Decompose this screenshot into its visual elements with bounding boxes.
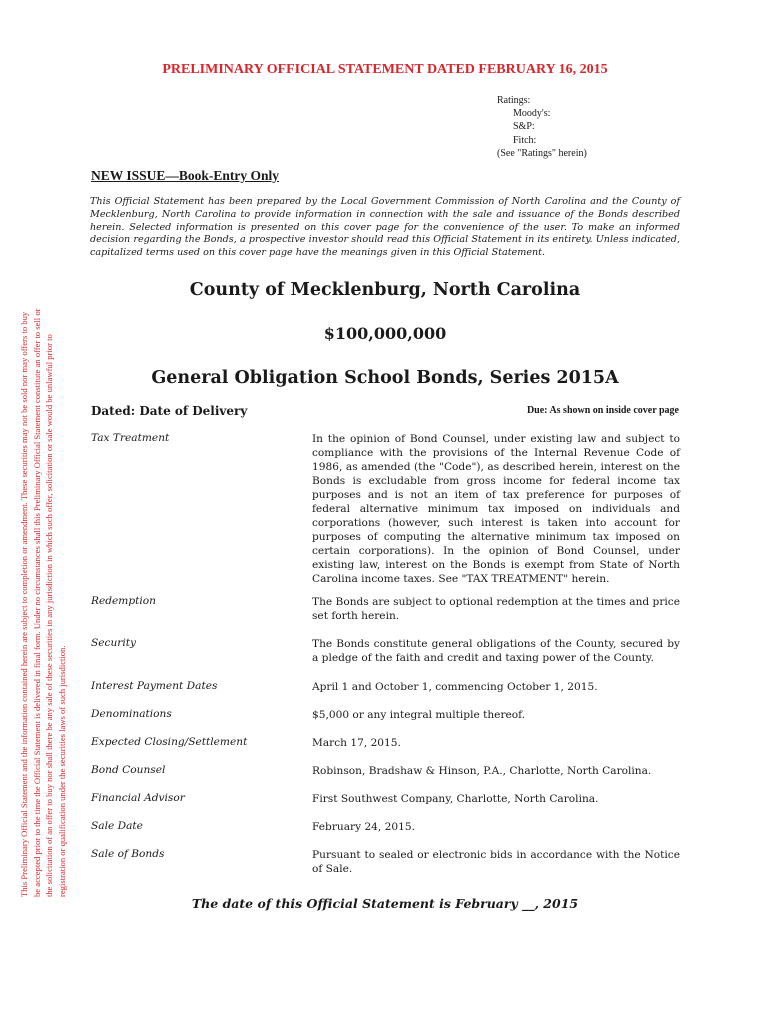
bond-amount: $100,000,000 [323, 324, 447, 343]
term-label: Denominations [91, 708, 172, 720]
term-row [91, 820, 681, 848]
term-row [91, 680, 681, 708]
term-row [91, 764, 681, 792]
term-label: Expected Closing/Settlement [91, 736, 248, 748]
term-row [91, 432, 681, 595]
legend-line: be accepted prior to the time the Official Statement is delivered in final form. Under no circumstances shall this Preliminary Official Statement constitute an offer to sell or [31, 308, 42, 897]
term-row [91, 708, 681, 736]
ratings-block [497, 94, 587, 160]
term-value: Pursuant to sealed or electronic bids in accordance with the Notice of Sale. [312, 849, 680, 875]
term-value: Robinson, Bradshaw & Hinson, P.A., Charlotte, North Carolina. [312, 765, 652, 777]
term-label: Bond Counsel [91, 764, 166, 776]
term-value: The Bonds are subject to optional redemption at the times and price set forth herein. [312, 596, 680, 622]
term-label: Interest Payment Dates [91, 680, 218, 692]
legend-line: This Preliminary Official Statement and the information contained herein are subject to completion or amendment. These securities may not be sold nor may offers to buy [19, 311, 29, 897]
ratings-title: Ratings: [497, 95, 531, 106]
rating-sp: S&P: [513, 121, 535, 133]
term-label: Sale of Bonds [91, 848, 165, 860]
statement-date-footer: The date of this Official Statement is February __, 2015 [191, 896, 579, 911]
legend-line: registration or qualification under the securities laws of such jurisdiction. [56, 645, 67, 897]
term-label: Tax Treatment [91, 432, 170, 444]
rating-fitch: Fitch: [513, 134, 537, 146]
ratings-see-note: (See "Ratings" herein) [497, 147, 587, 159]
term-value: First Southwest Company, Charlotte, North Carolina. [312, 793, 599, 805]
new-issue-heading: NEW ISSUE—Book-Entry Only [91, 168, 280, 183]
due-date: Due: As shown on inside cover page [526, 405, 679, 416]
term-label: Security [91, 637, 136, 649]
term-value: March 17, 2015. [312, 737, 401, 749]
term-row [91, 637, 681, 680]
dated-date: Dated: Date of Delivery [91, 404, 248, 418]
legend-line: the solicitation of an offer to buy nor shall there be any sale of these securities in any jurisdiction in which such offer, solicitation or sale would be unlawful prior to [44, 334, 54, 897]
term-value: April 1 and October 1, commencing October 1, 2015. [312, 681, 598, 693]
term-label: Sale Date [91, 820, 143, 832]
term-row [91, 848, 681, 880]
term-row [91, 792, 681, 820]
term-label: Financial Advisor [91, 792, 185, 804]
preliminary-heading: PRELIMINARY OFFICIAL STATEMENT DATED FEBRUARY 16, 2015 [162, 62, 608, 77]
term-row [91, 595, 681, 637]
intro-paragraph: This Official Statement has been prepared by the Local Government Commission of North Carolina and the County of Mecklenburg, North Carolina to provide information in connection with the sale and issuance of the Bonds described herein. Selected information is presented on this cover page for the convenience of the user. To make an informed decision regarding the Bonds, a prospective investor should read this Official Statement in its entirety. Unless indicated, capitalized terms used on this cover page have the meanings given in this Official Statement. [90, 196, 680, 259]
term-value: February 24, 2015. [312, 821, 415, 833]
term-value: $5,000 or any integral multiple thereof. [312, 709, 526, 721]
red-herring-legend [18, 57, 68, 897]
rating-moodys: Moody's: [513, 108, 551, 120]
term-row [91, 736, 681, 764]
bond-series-title: General Obligation School Bonds, Series 2015A [151, 368, 619, 388]
issuer-title: County of Mecklenburg, North Carolina [189, 280, 581, 300]
term-label: Redemption [91, 595, 156, 607]
term-value: The Bonds constitute general obligations of the County, secured by a pledge of the faith and credit and taxing power of the County. [312, 638, 680, 664]
term-value: In the opinion of Bond Counsel, under existing law and subject to compliance with the provisions of the Internal Revenue Code of 1986, as amended (the "Code"), as described herein, interest on the Bonds is excludable from gross income for federal income tax purposes and is not an item of tax preference for purposes of federal alternative minimum tax imposed on individuals and corporations (however, such interest is taken into account for purposes of computing the alternative minimum tax imposed on certain corporations). In the opinion of Bond Counsel, under existing law, interest on the Bonds is exempt from State of North Carolina income taxes. See "TAX TREATMENT" herein. [312, 433, 680, 585]
terms-table [91, 432, 681, 880]
